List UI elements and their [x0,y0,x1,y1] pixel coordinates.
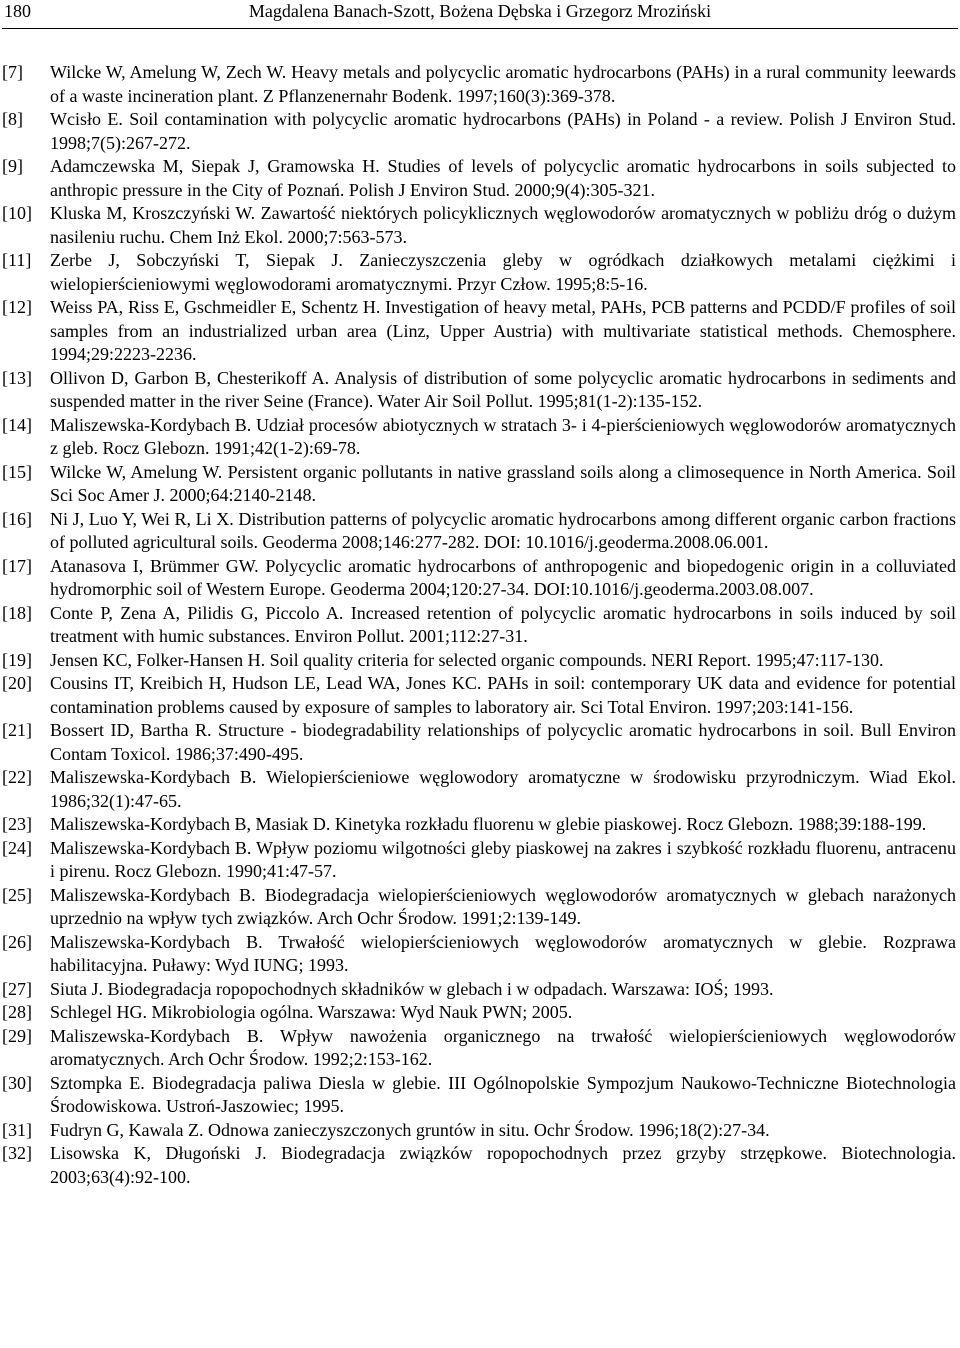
reference-list [2,61,956,1189]
reference-text: Bossert ID, Bartha R. Structure - biodegradability relationships of polycyclic aromatic hydrocarbons in soil. Bull Environ Contam Toxicol. 1986;37:490-495. [50,720,956,764]
reference-number: [29] [2,1025,32,1046]
reference-item [2,108,956,155]
reference-item [2,649,956,673]
reference-text: Maliszewska-Kordybach B. Wielopierścieniowe węglowodory aromatyczne w środowisku przyrodniczym. Wiad Ekol. 1986;32(1):47-65. [50,767,956,811]
reference-number: [8] [2,109,23,129]
reference-number: [28] [2,1002,32,1022]
reference-text: Weiss PA, Riss E, Gschmeidler E, Schentz H. Investigation of heavy metal, PAHs, PCB patterns and PCDD/F profiles of soil samples from an industrialized urban area (Linz, Upper Austria) with multivariate statistical methods. Chemosphere. 1994;29:2223-2236. [50,297,956,364]
reference-text: Cousins IT, Kreibich H, Hudson LE, Lead WA, Jones KC. PAHs in soil: contemporary UK data and evidence for potential contamination problems caused by exposure of samples to laboratory air. Sci Total Environ. 1997;203:141-156. [50,673,956,717]
reference-number: [7] [2,62,23,82]
reference-text: Conte P, Zena A, Pilidis G, Piccolo A. Increased retention of polycyclic aromatic hydrocarbons in soils induced by soil treatment with humic substances. Environ Pollut. 2001;112:27-31. [50,602,956,646]
reference-item [2,1025,956,1072]
reference-number: [25] [2,884,32,905]
reference-text: Jensen KC, Folker-Hansen H. Soil quality criteria for selected organic compounds. NERI Report. 1995;47:117-130. [50,649,884,670]
reference-number: [13] [2,367,32,388]
reference-item [2,367,956,414]
reference-number: [15] [2,461,32,482]
reference-number: [9] [2,156,23,176]
reference-text: Siuta J. Biodegradacja ropopochodnych składników w glebach i w odpadach. Warszawa: IOŚ; 1993. [50,978,774,999]
reference-number: [11] [2,250,32,270]
reference-item [2,766,956,813]
reference-number: [14] [2,414,32,435]
reference-text: Adamczewska M, Siepak J, Gramowska H. Studies of levels of polycyclic aromatic hydrocarbons in soils subjected to anthropic pressure in the City of Poznań. Polish J Environ Stud. 2000;9(4):305-321. [50,156,956,200]
page-number: 180 [4,1,31,21]
reference-text: Sztompka E. Biodegradacja paliwa Diesla w glebie. III Ogólnopolskie Sympozjum Naukowo-Techniczne Biotechnologia Środowiskowa. Ustroń-Jaszowiec; 1995. [50,1072,956,1116]
reference-item [2,884,956,931]
reference-item [2,672,956,719]
reference-item [2,1142,956,1189]
reference-item [2,249,956,296]
reference-item [2,602,956,649]
reference-item [2,837,956,884]
reference-item [2,1001,956,1025]
reference-text: Maliszewska-Kordybach B. Trwałość wielopierścieniowych węglowodorów aromatycznych w glebie. Rozprawa habilitacyjna. Puławy: Wyd IUNG; 1993. [50,931,956,975]
reference-text: Lisowska K, Długoński J. Biodegradacja związków ropopochodnych przez grzyby strzępkowe. Biotechnologia. 2003;63(4):92-100. [50,1143,956,1187]
reference-number: [30] [2,1072,32,1093]
reference-text: Atanasova I, Brümmer GW. Polycyclic aromatic hydrocarbons of anthropogenic and biopedogenic origin in a colluviated hydromorphic soil of Western Europe. Geoderma 2004;120:27-34. DOI:10.1016/j.geoderma.2003.08.007. [50,555,956,599]
reference-text: Wilcke W, Amelung W, Zech W. Heavy metals and polycyclic aromatic hydrocarbons (PAHs) in a rural community leewards of a waste incineration plant. Z Pflanzenernahr Bodenk. 1997;160(3):369-378. [50,62,956,106]
reference-text: Wilcke W, Amelung W. Persistent organic pollutants in native grassland soils along a climosequence in North America. Soil Sci Soc Amer J. 2000;64:2140-2148. [50,461,956,505]
reference-item [2,555,956,602]
reference-number: [26] [2,931,32,952]
reference-number: [21] [2,720,32,740]
reference-number: [27] [2,978,32,999]
reference-text: Wcisło E. Soil contamination with polycyclic aromatic hydrocarbons (PAHs) in Poland - a review. Polish J Environ Stud. 1998;7(5):267-272. [50,109,956,153]
reference-item [2,202,956,249]
reference-item [2,296,956,367]
reference-text: Fudryn G, Kawala Z. Odnowa zanieczyszczonych gruntów in situ. Ochr Środow. 1996;18(2):27-34. [50,1119,770,1140]
reference-item [2,978,956,1002]
reference-item [2,508,956,555]
reference-number: [23] [2,814,32,834]
reference-item [2,1119,956,1143]
reference-number: [18] [2,602,32,623]
reference-number: [12] [2,297,32,317]
reference-text: Ollivon D, Garbon B, Chesterikoff A. Analysis of distribution of some polycyclic aromatic hydrocarbons in sediments and suspended matter in the river Seine (France). Water Air Soil Pollut. 1995;81(1-2):135-152. [50,367,956,411]
reference-text: Maliszewska-Kordybach B. Wpływ nawożenia organicznego na trwałość wielopierścieniowych węglowodorów aromatycznych. Arch Ochr Środow. 1992;2:153-162. [50,1025,956,1069]
reference-number: [31] [2,1119,32,1140]
reference-number: [22] [2,767,32,787]
reference-text: Kluska M, Kroszczyński W. Zawartość niektórych policyklicznych węglowodorów aromatycznych w pobliżu dróg o dużym nasileniu ruchu. Chem Inż Ekol. 2000;7:563-573. [50,203,956,247]
reference-item [2,414,956,461]
reference-text: Zerbe J, Sobczyński T, Siepak J. Zanieczyszczenia gleby w ogródkach działkowych metalami ciężkimi i wielopierścieniowymi węglowodorami aromatycznymi. Przyr Człow. 1995;8:5-16. [50,250,956,294]
reference-item [2,719,956,766]
reference-text: Maliszewska-Kordybach B. Biodegradacja wielopierścieniowych węglowodorów aromatycznych w glebach narażonych uprzednio na wpływ tych związków. Arch Ochr Środow. 1991;2:139-149. [50,884,956,928]
reference-number: [19] [2,649,32,670]
header-rule [2,28,958,29]
reference-number: [16] [2,508,32,529]
reference-item [2,61,956,108]
running-title: Magdalena Banach-Szott, Bożena Dębska i Grzegorz Mroziński [248,1,712,21]
reference-item [2,461,956,508]
running-head [2,0,958,30]
reference-item [2,1072,956,1119]
reference-number: [10] [2,203,32,223]
reference-text: Schlegel HG. Mikrobiologia ogólna. Warszawa: Wyd Nauk PWN; 2005. [50,1002,573,1022]
reference-item [2,813,956,837]
reference-number: [17] [2,555,32,576]
reference-item [2,155,956,202]
reference-number: [24] [2,837,32,858]
reference-number: [20] [2,673,32,693]
reference-text: Maliszewska-Kordybach B. Wpływ poziomu wilgotności gleby piaskowej na zakres i szybkość rozkładu fluorenu, antracenu i pirenu. Rocz Glebozn. 1990;41:47-57. [50,837,956,881]
reference-number: [32] [2,1143,32,1163]
reference-text: Maliszewska-Kordybach B. Udział procesów abiotycznych w stratach 3- i 4-pierścieniowych węglowodorów aromatycznych z gleb. Rocz Glebozn. 1991;42(1-2):69-78. [50,414,956,458]
reference-text: Ni J, Luo Y, Wei R, Li X. Distribution patterns of polycyclic aromatic hydrocarbons among different organic carbon fractions of polluted agricultural soils. Geoderma 2008;146:277-282. DOI: 10.1016/j.geoderma.2008.06.001. [50,508,956,552]
reference-text: Maliszewska-Kordybach B, Masiak D. Kinetyka rozkładu fluorenu w glebie piaskowej. Rocz Glebozn. 1988;39:188-199. [50,814,927,834]
reference-item [2,931,956,978]
